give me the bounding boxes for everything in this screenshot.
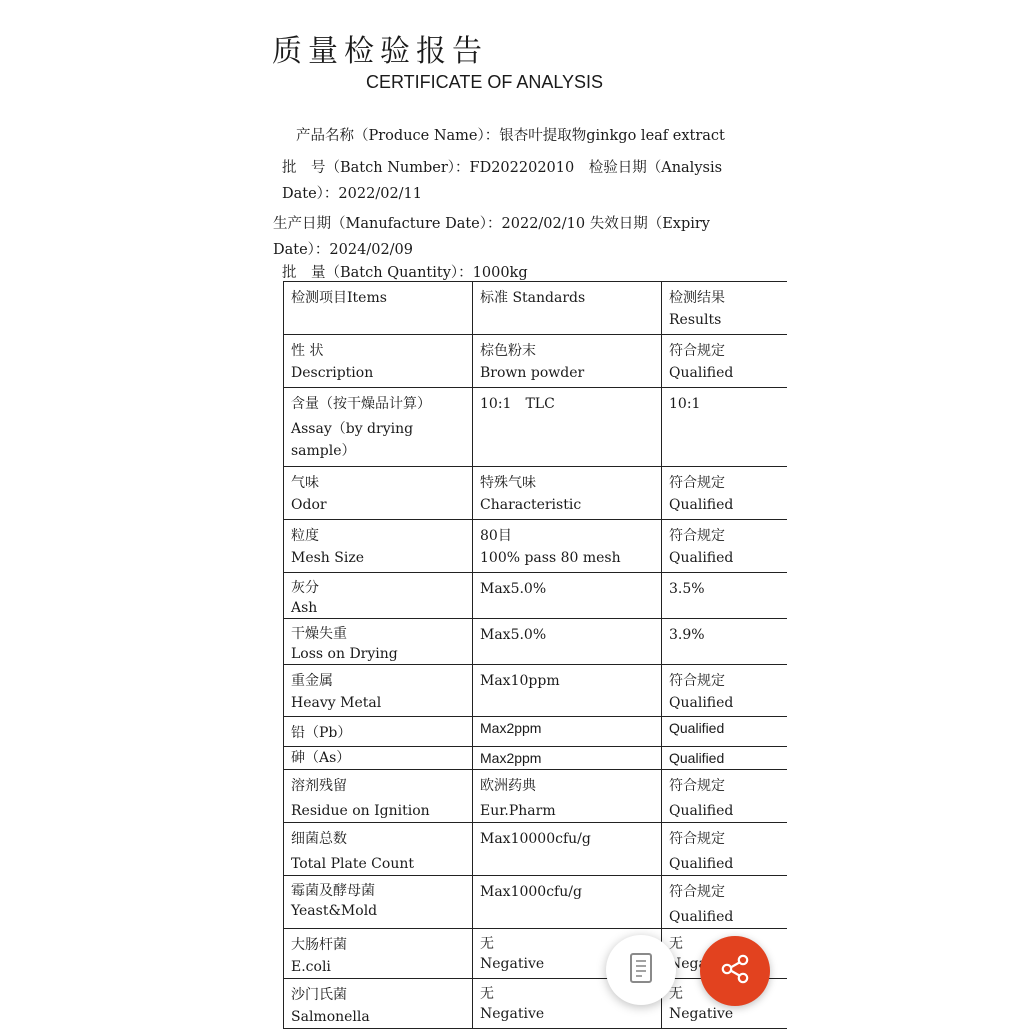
result-en: Qualified — [669, 856, 734, 872]
item-en: Salmonella — [291, 1009, 370, 1025]
result-cn: 符合规定 — [669, 343, 725, 359]
table-header-row — [284, 282, 787, 335]
item-en: Mesh Size — [291, 550, 365, 566]
manufacture-date-line: 生产日期（Manufacture Date）：2022/02/10 失效日期（Expiry — [273, 216, 711, 232]
item-cn: 含量（按干燥品计算） — [291, 396, 431, 412]
standard: Max2ppm — [480, 750, 542, 766]
header-standards: 标准 Standards — [473, 282, 662, 335]
item-en: Description — [291, 365, 374, 381]
result-en: Qualified — [669, 909, 734, 925]
item-cn: 性 状 — [291, 343, 324, 359]
header-items: 检测项目Items — [284, 282, 473, 335]
item-cn: 溶剂残留 — [291, 778, 347, 794]
share-icon — [718, 952, 752, 990]
standard: Max10000cfu/g — [480, 831, 591, 847]
table-row — [284, 467, 787, 520]
result-cn: 无 — [669, 936, 683, 952]
table-row — [284, 747, 787, 770]
item: 铅（Pb） — [291, 725, 352, 741]
result-en: Qualified — [669, 365, 734, 381]
batch-number-line: 批 号（Batch Number）：FD202202010 检验日期（Analysis — [282, 160, 723, 176]
table-row — [284, 665, 787, 717]
result-cn: 符合规定 — [669, 884, 725, 900]
item-cn: 霉菌及酵母菌 — [291, 883, 375, 899]
analysis-date-line: Date）：2022/02/11 — [282, 186, 423, 202]
table-row — [284, 823, 787, 876]
item-en-cont: sample） — [291, 443, 356, 459]
result-en: Qualified — [669, 803, 734, 819]
item-cn: 沙门氏菌 — [291, 987, 347, 1003]
analysis-table — [283, 281, 787, 1029]
item-cn: 大肠杆菌 — [291, 937, 347, 953]
standard-cn: 棕色粉末 — [480, 343, 536, 359]
result-cn: 符合规定 — [669, 673, 725, 689]
header-results: 检测结果 Results — [662, 282, 787, 335]
standard-cn: 欧洲药典 — [480, 778, 536, 794]
page-title-cn: 质量检验报告 — [272, 34, 488, 69]
standard-cn: 特殊气味 — [480, 475, 536, 491]
document-icon — [628, 952, 654, 988]
standard: Max5.0% — [480, 581, 547, 597]
table-row — [284, 388, 787, 467]
standard: Max1000cfu/g — [480, 884, 582, 900]
page-title-en: CERTIFICATE OF ANALYSIS — [366, 72, 604, 92]
standard-en: Characteristic — [480, 497, 582, 513]
standard: Max5.0% — [480, 627, 547, 643]
item-cn: 细菌总数 — [291, 831, 347, 847]
item-cn: 灰分 — [291, 580, 319, 596]
result-cn: 符合规定 — [669, 475, 725, 491]
item-en: Yeast&Mold — [291, 903, 378, 919]
result: 3.9% — [669, 627, 705, 643]
result: 3.5% — [669, 581, 705, 597]
standard: Max10ppm — [480, 673, 560, 689]
result-en: Qualified — [669, 550, 734, 566]
table-row — [284, 770, 787, 823]
item-en: Loss on Drying — [291, 646, 398, 662]
standard-en: Negative — [480, 1006, 545, 1022]
result: Qualified — [669, 720, 725, 736]
standard: 10:1 TLC — [480, 396, 555, 412]
document-button[interactable] — [606, 935, 676, 1005]
standard: Max2ppm — [480, 720, 542, 736]
result-cn: 符合规定 — [669, 528, 725, 544]
table-row — [284, 573, 787, 619]
item-en: Odor — [291, 497, 327, 513]
result-en: Negative — [669, 1006, 734, 1022]
item-en: Total Plate Count — [291, 856, 414, 872]
item-en: Residue on Ignition — [291, 803, 430, 819]
result-en: Qualified — [669, 695, 734, 711]
batch-quantity-line: 批 量（Batch Quantity）：1000kg — [282, 265, 528, 281]
table-row — [284, 717, 787, 747]
item-cn: 重金属 — [291, 673, 333, 689]
item-en: Heavy Metal — [291, 695, 382, 711]
result-cn: 符合规定 — [669, 778, 725, 794]
result: 10:1 — [669, 396, 701, 412]
table-row — [284, 876, 787, 929]
result-en: Qualified — [669, 497, 734, 513]
standard-en: 100% pass 80 mesh — [480, 550, 621, 566]
standard-cn: 无 — [480, 986, 494, 1002]
result-cn: 无 — [669, 986, 683, 1002]
standard-cn: 无 — [480, 936, 494, 952]
item-en: Ash — [291, 600, 318, 616]
item-en: Assay（by drying — [291, 421, 414, 437]
table-row — [284, 619, 787, 665]
expiry-date-line: Date）：2024/02/09 — [273, 242, 414, 258]
share-button[interactable] — [700, 936, 770, 1006]
standard-en: Negative — [480, 956, 545, 972]
product-name-line: 产品名称（Produce Name）：银杏叶提取物ginkgo leaf extract — [296, 128, 725, 144]
item-cn: 粒度 — [291, 528, 319, 544]
table-row — [284, 520, 787, 573]
table-row — [284, 335, 787, 388]
item-cn: 干燥失重 — [291, 626, 347, 642]
result: Qualified — [669, 750, 725, 766]
item-cn: 气味 — [291, 475, 319, 491]
result-cn: 符合规定 — [669, 831, 725, 847]
standard-en: Eur.Pharm — [480, 803, 556, 819]
item: 砷（As） — [291, 750, 351, 766]
item-en: E.coli — [291, 959, 331, 975]
standard-en: Brown powder — [480, 365, 585, 381]
standard-cn: 80目 — [480, 528, 512, 544]
